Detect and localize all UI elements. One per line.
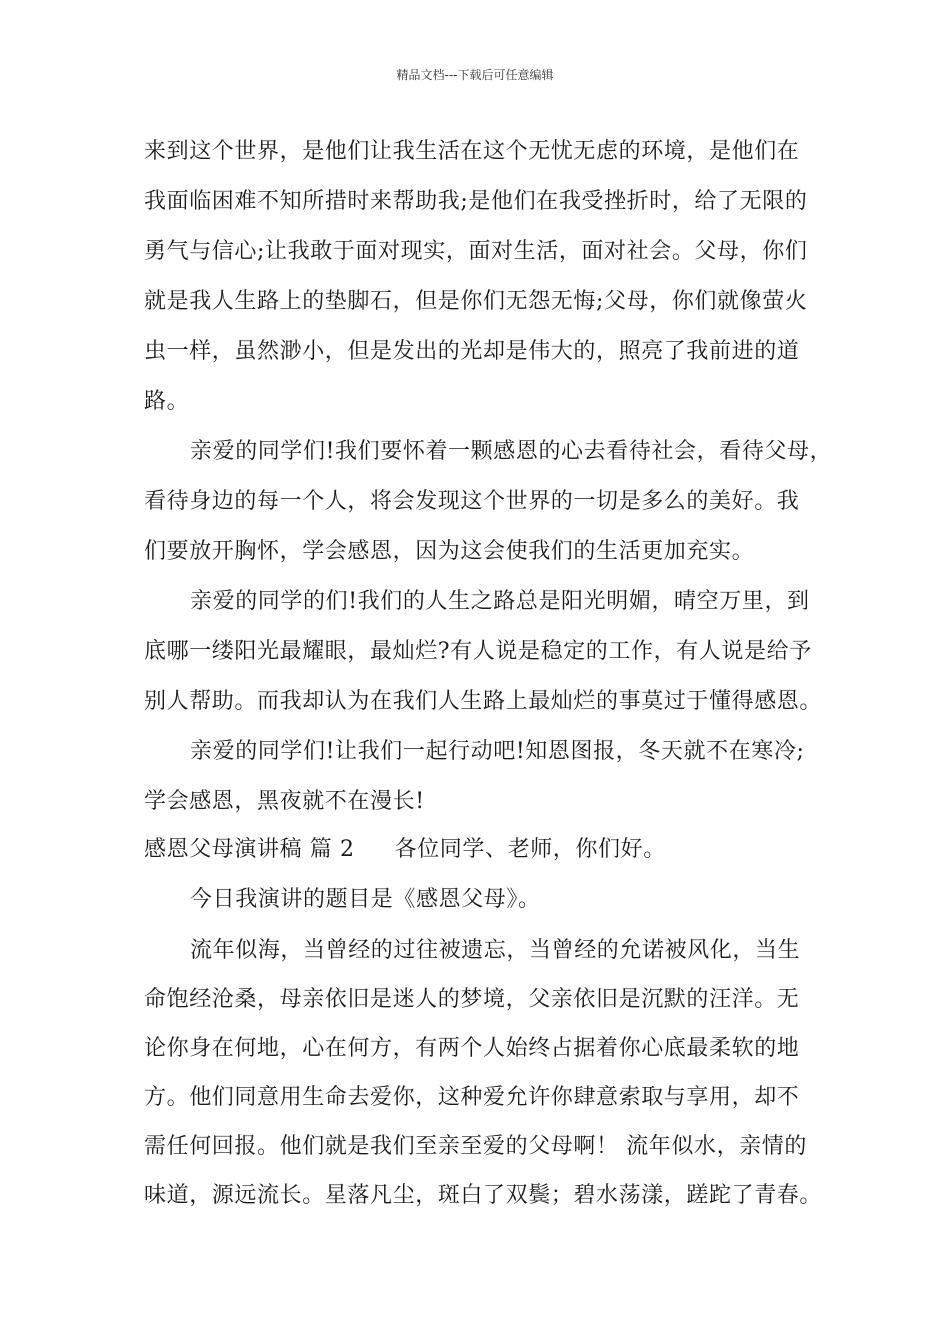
text-line: 看待身边的每一个人，将会发现这个世界的一切是多么的美好。我 bbox=[144, 489, 800, 514]
text-line: 来到这个世界，是他们让我生活在这个无忧无虑的环境，是他们在 bbox=[144, 139, 800, 164]
greeting: 各位同学、老师，你们好。 bbox=[394, 837, 666, 862]
section-title: 感恩父母演讲稿 篇 2 bbox=[144, 837, 355, 862]
text-line: 们要放开胸怀，学会感恩，因为这会使我们的生活更加充实。 bbox=[144, 539, 755, 564]
text-line: 需任何回报。他们就是我们至亲至爱的父母啊！ 流年似水，亲情的 bbox=[144, 1134, 807, 1159]
text-line: 味道，源远流长。星落凡尘，斑白了双鬓；碧水荡漾，蹉跎了青春。 bbox=[144, 1183, 823, 1208]
page-header: 精品文档---下载后可任意编辑 bbox=[396, 68, 554, 82]
text-line: 路。 bbox=[144, 389, 190, 414]
text-line: 勇气与信心;让我敢于面对现实，面对生活，面对社会。父母，你们 bbox=[144, 239, 808, 264]
text-line: 虫一样，虽然渺小，但是发出的光却是伟大的，照亮了我前进的道 bbox=[144, 339, 800, 364]
paragraph-start: 亲爱的同学们!我们要怀着一颗感恩的心去看待社会，看待父母， bbox=[190, 439, 833, 464]
paragraph-start: 亲爱的同学们!让我们一起行动吧!知恩图报，冬天就不在寒冷; bbox=[190, 739, 805, 764]
text-line: 方。他们同意用生命去爱你，这种爱允许你肆意索取与享用，却不 bbox=[144, 1085, 800, 1110]
text-line: 就是我人生路上的垫脚石，但是你们无怨无悔;父母，你们就像萤火 bbox=[144, 289, 808, 314]
text-line: 论你身在何地，心在何方，有两个人始终占据着你心底最柔软的地 bbox=[144, 1036, 800, 1061]
section-heading-line bbox=[144, 835, 834, 865]
text-line: 底哪一缕阳光最耀眼，最灿烂?有人说是稳定的工作，有人说是给予 bbox=[144, 639, 812, 664]
text-line: 学会感恩，黑夜就不在漫长! bbox=[144, 789, 425, 814]
paragraph-start: 今日我演讲的题目是《感恩父母》。 bbox=[190, 887, 541, 912]
text-line: 别人帮助。而我却认为在我们人生路上最灿烂的事莫过于懂得感恩。 bbox=[144, 689, 823, 714]
text-line: 我面临困难不知所措时来帮助我;是他们在我受挫折时，给了无限的 bbox=[144, 189, 808, 214]
paragraph-start: 亲爱的同学的们!我们的人生之路总是阳光明媚，晴空万里，到 bbox=[190, 589, 810, 614]
text-line: 命饱经沧桑，母亲依旧是迷人的梦境，父亲依旧是沉默的汪洋。无 bbox=[144, 987, 800, 1012]
paragraph-start: 流年似海，当曾经的过往被遗忘，当曾经的允诺被风化，当生 bbox=[190, 938, 801, 963]
